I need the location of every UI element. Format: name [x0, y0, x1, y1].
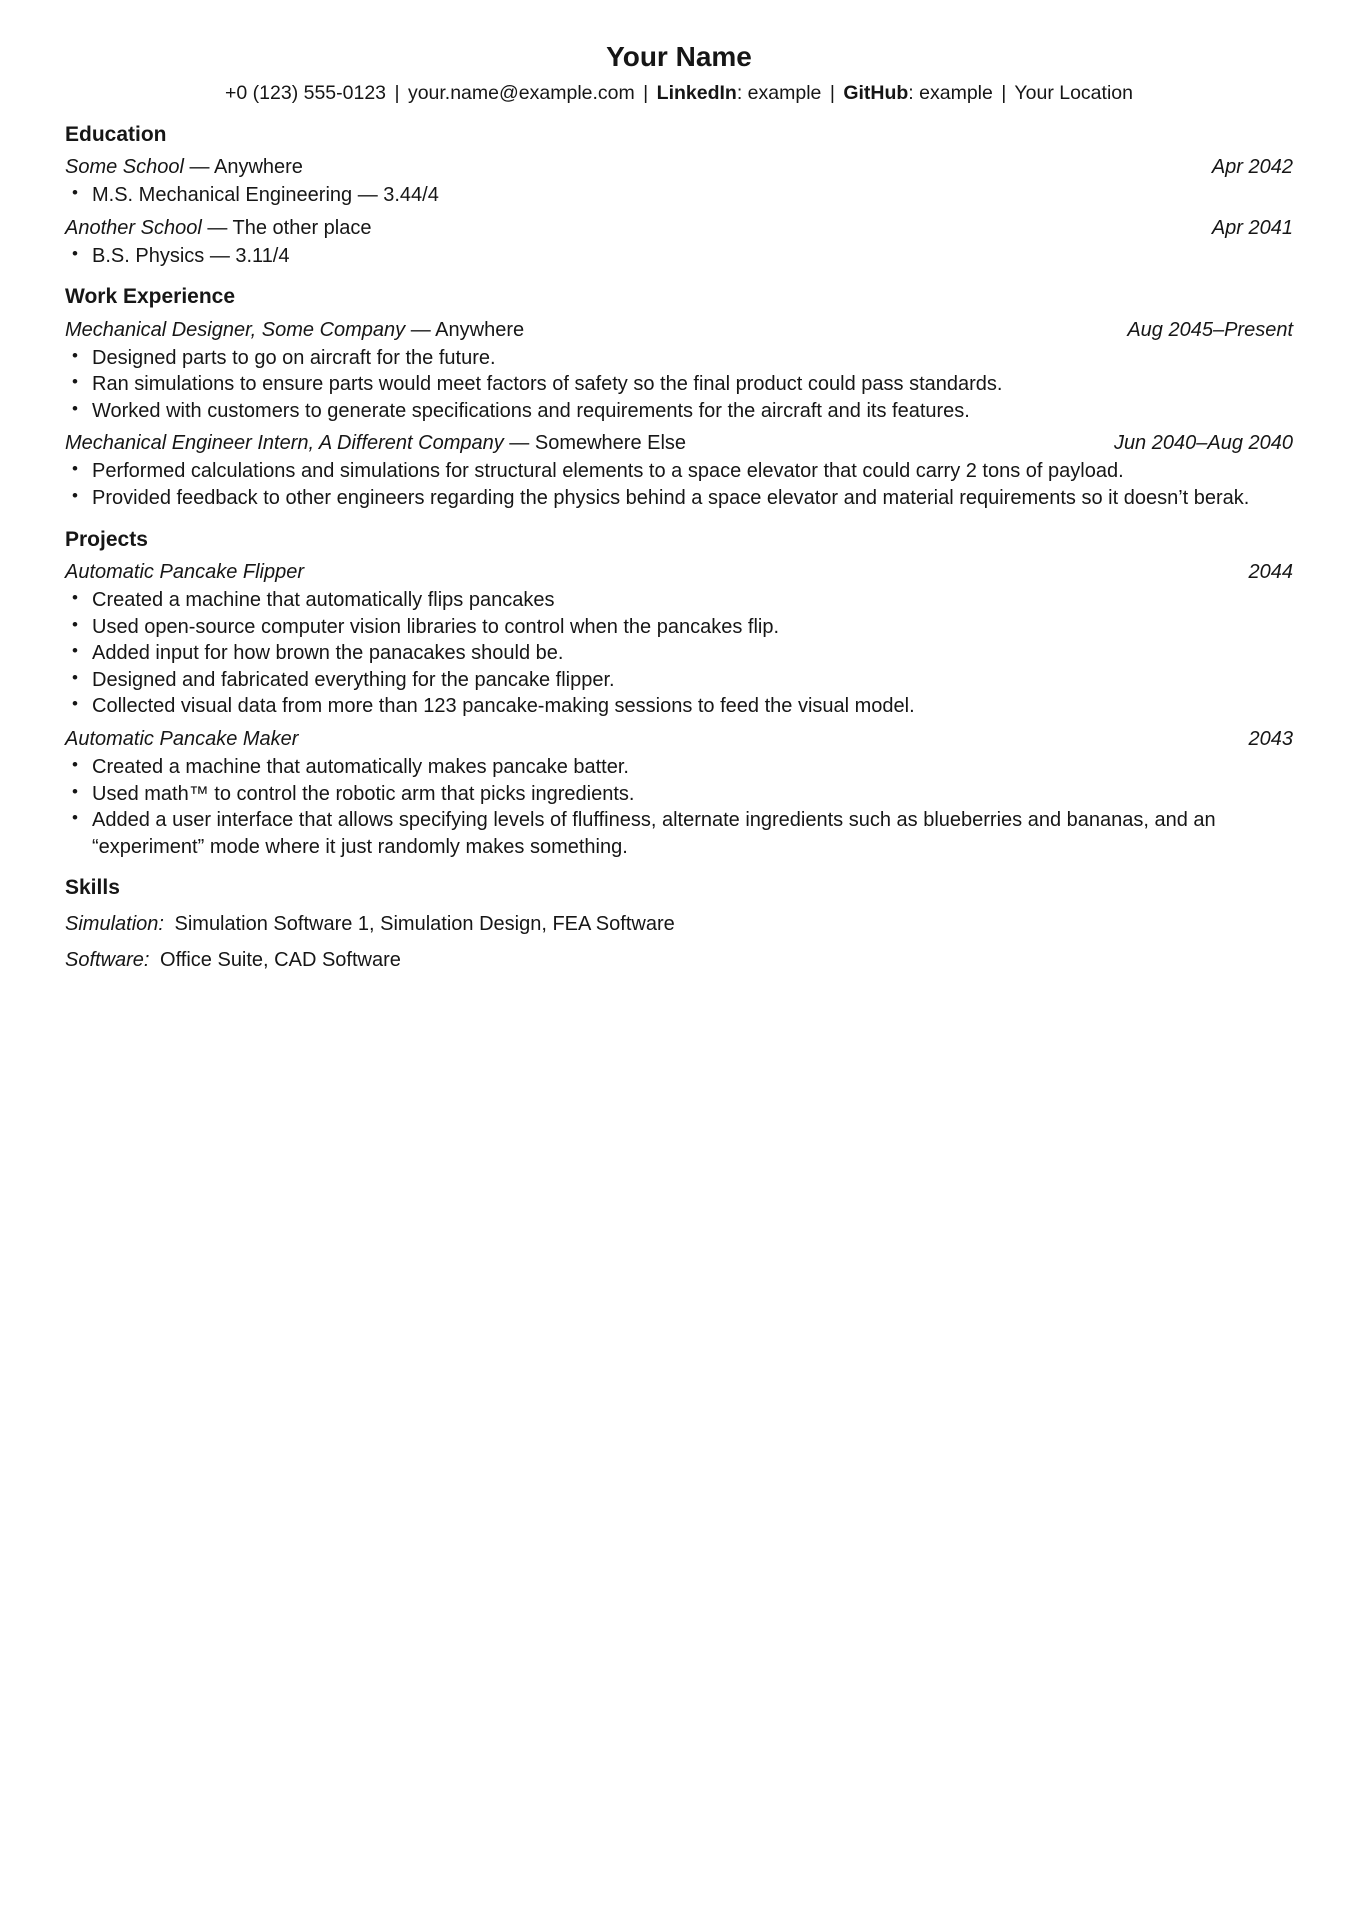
contact-separator: |	[643, 81, 649, 104]
entry-header	[65, 725, 1293, 754]
bullet-item-text: B.S. Physics — 3.11/4	[92, 244, 290, 267]
bullet-icon: •	[72, 243, 78, 263]
skills-category-label: Simulation:	[65, 912, 164, 935]
school-location: — The other place	[201, 216, 372, 239]
bullet-item	[72, 345, 1293, 372]
bullet-icon: •	[72, 398, 78, 418]
section-title-education: Education	[65, 122, 167, 146]
contact-line	[65, 80, 1293, 107]
bullet-list	[65, 754, 1293, 860]
project-name: Automatic Pancake Flipper	[65, 560, 305, 583]
bullet-list	[65, 458, 1293, 511]
section-title-skills: Skills	[65, 876, 120, 900]
contact-email: your.name@example.com	[407, 81, 635, 104]
entry-title-line	[65, 214, 372, 243]
bullet-item-text: M.S. Mechanical Engineering — 3.44/4	[92, 184, 439, 207]
project-name: Automatic Pancake Maker	[65, 727, 299, 750]
contact-separator: |	[394, 81, 400, 104]
bullet-item	[72, 182, 1293, 209]
bullet-item	[72, 667, 1293, 694]
contact-linkedin-value: : example	[736, 81, 822, 104]
bullet-item	[72, 640, 1293, 667]
entry-header	[65, 153, 1293, 182]
entry-date: Apr 2041	[1211, 216, 1293, 239]
section-education	[65, 121, 1293, 269]
bullet-item-text: Created a machine that automatically flips pancakes	[92, 588, 555, 611]
bullet-item-text: Used math™ to control the robotic arm that picks ingredients.	[92, 782, 635, 805]
bullet-list	[65, 345, 1293, 425]
job-location: — Somewhere Else	[503, 432, 687, 455]
bullet-item	[72, 587, 1293, 614]
work-entry	[65, 316, 1293, 425]
bullet-icon: •	[72, 808, 78, 828]
entry-date: 2044	[1248, 560, 1293, 583]
skills-row	[65, 946, 1293, 974]
bullet-item-text: Performed calculations and simulations for structural elements to a space elevator that could carry 2 tons of payload.	[92, 460, 1124, 483]
bullet-item-text: Added a user interface that allows specifying levels of fluffiness, alternate ingredients such as blueberries and bananas, and an “experiment” mode where it just randomly makes something.	[92, 809, 1216, 858]
entry-date: Jun 2040–Aug 2040	[1113, 432, 1293, 455]
school-name: Some School	[65, 156, 184, 179]
section-projects	[65, 526, 1293, 861]
entry-title-line	[65, 153, 303, 182]
bullet-item	[72, 458, 1293, 485]
bullet-icon: •	[72, 667, 78, 687]
contact-phone: +0 (123) 555-0123	[225, 81, 387, 104]
bullet-item	[72, 754, 1293, 781]
bullet-icon: •	[72, 694, 78, 714]
bullet-item-text: Used open-source computer vision libraries to control when the pancakes flip.	[92, 615, 780, 638]
section-skills	[65, 874, 1293, 973]
contact-github-value: : example	[908, 81, 993, 104]
section-work-experience	[65, 283, 1293, 511]
bullet-list	[65, 182, 1293, 209]
school-name: Another School	[65, 216, 202, 239]
job-title-company: Mechanical Designer, Some Company	[65, 318, 406, 341]
bullet-item	[72, 243, 1293, 270]
entry-header	[65, 429, 1293, 458]
bullet-icon: •	[72, 614, 78, 634]
skills-list: Office Suite, CAD Software	[154, 948, 401, 971]
bullet-icon: •	[72, 459, 78, 479]
candidate-name: Your Name	[606, 41, 752, 72]
skills-row	[65, 910, 1293, 938]
bullet-item	[72, 781, 1293, 808]
entry-title-line	[65, 725, 298, 754]
bullet-item-text: Worked with customers to generate specifications and requirements for the aircraft and its features.	[92, 399, 970, 422]
contact-github	[843, 82, 993, 104]
entry-title-line	[65, 316, 524, 345]
skills-list: Simulation Software 1, Simulation Design, FEA Software	[168, 912, 675, 935]
entry-title-line	[65, 429, 686, 458]
bullet-list	[65, 243, 1293, 270]
project-entry	[65, 725, 1293, 860]
entry-header	[65, 316, 1293, 345]
bullet-item-text: Collected visual data from more than 123 pancake-making sessions to feed the visual model.	[92, 695, 915, 718]
bullet-item	[72, 485, 1293, 512]
bullet-icon: •	[72, 345, 78, 365]
bullet-item-text: Ran simulations to ensure parts would meet factors of safety so the final product could pass standards.	[92, 373, 1003, 396]
bullet-item-text: Created a machine that automatically makes pancake batter.	[92, 755, 629, 778]
education-entry	[65, 153, 1293, 209]
bullet-icon: •	[72, 183, 78, 203]
bullet-icon: •	[72, 587, 78, 607]
entry-date: 2043	[1248, 727, 1293, 750]
contact-linkedin	[657, 82, 822, 104]
entry-title-line	[65, 558, 304, 587]
school-location: — Anywhere	[183, 156, 303, 179]
bullet-item-text: Designed and fabricated everything for the pancake flipper.	[92, 668, 615, 691]
contact-separator: |	[829, 81, 835, 104]
skills-category-label: Software:	[65, 948, 150, 971]
work-entry	[65, 429, 1293, 511]
contact-github-label: GitHub	[843, 81, 909, 104]
bullet-item-text: Provided feedback to other engineers regarding the physics behind a space elevator and material requirements so it doesn’t berak.	[92, 487, 1250, 510]
bullet-item	[72, 807, 1293, 860]
contact-location: Your Location	[1014, 81, 1133, 104]
job-location: — Anywhere	[405, 318, 525, 341]
entry-date: Apr 2042	[1211, 156, 1293, 179]
contact-separator: |	[1001, 81, 1007, 104]
bullet-icon: •	[72, 781, 78, 801]
contact-linkedin-label: LinkedIn	[656, 81, 737, 104]
entry-header	[65, 214, 1293, 243]
bullet-item	[72, 614, 1293, 641]
bullet-item	[72, 398, 1293, 425]
entry-header	[65, 558, 1293, 587]
bullet-icon: •	[72, 486, 78, 506]
entry-date: Aug 2045–Present	[1127, 318, 1293, 341]
bullet-icon: •	[72, 754, 78, 774]
section-title-projects: Projects	[65, 527, 148, 551]
bullet-icon: •	[72, 641, 78, 661]
bullet-icon: •	[72, 372, 78, 392]
education-entry	[65, 214, 1293, 270]
bullet-item	[72, 371, 1293, 398]
section-title-work-experience: Work Experience	[65, 285, 236, 309]
project-entry	[65, 558, 1293, 720]
bullet-item-text: Added input for how brown the panacakes should be.	[92, 642, 564, 665]
bullet-item	[72, 693, 1293, 720]
job-title-company: Mechanical Engineer Intern, A Different Company	[65, 432, 504, 455]
bullet-item-text: Designed parts to go on aircraft for the future.	[92, 346, 496, 369]
bullet-list	[65, 587, 1293, 720]
